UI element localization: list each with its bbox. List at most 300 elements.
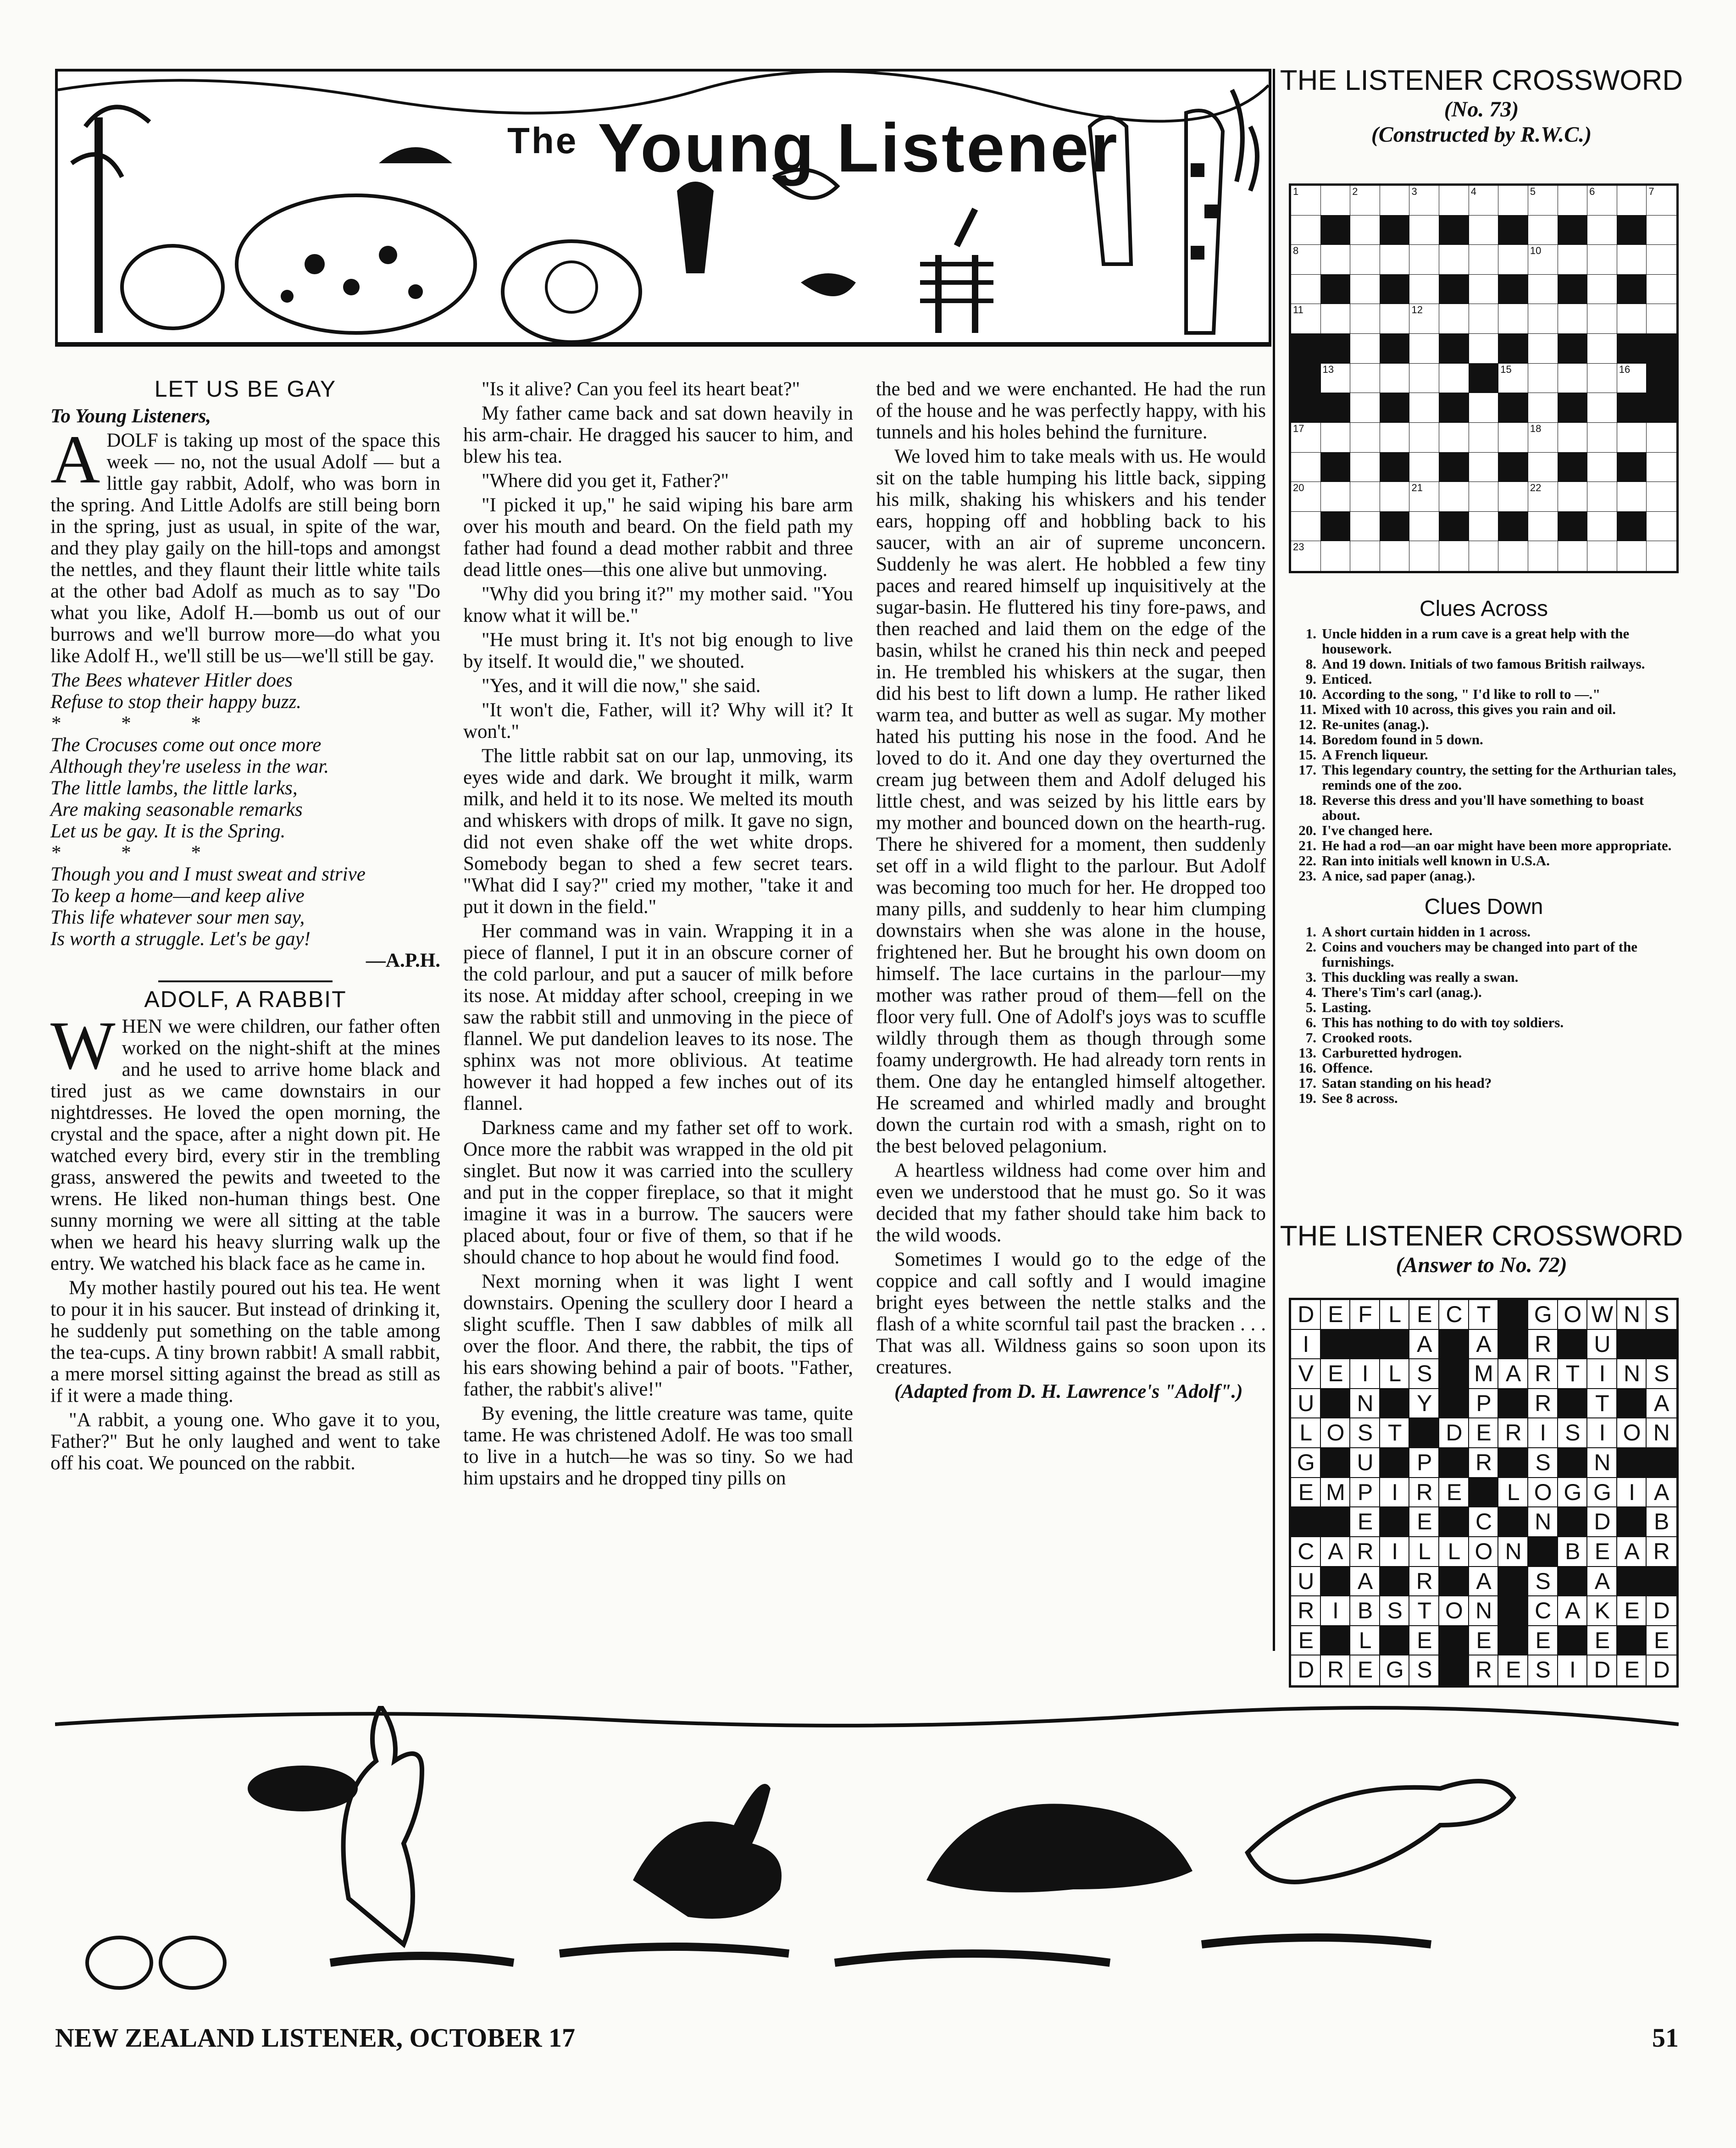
crossword-cell <box>1558 245 1588 275</box>
crossword-cell <box>1617 482 1647 512</box>
crossword-cell <box>1380 393 1410 423</box>
crossword-cell <box>1469 304 1499 334</box>
answer-cell: I <box>1587 1418 1617 1448</box>
crossword-cell <box>1587 512 1617 542</box>
crossword-cell <box>1409 512 1439 542</box>
crossword-cell <box>1291 216 1321 245</box>
answer-cell: F <box>1350 1300 1380 1330</box>
paragraph: A heartless wildness had come over him and even we understood that he must go. So it was decided that my father should take him back to the wild woods. <box>876 1160 1266 1246</box>
poem-line: Although they're useless in the war. <box>50 756 329 777</box>
clue-number: 1. <box>1305 626 1316 642</box>
clue-text: See 8 across. <box>1322 1090 1398 1106</box>
answer-cell: P <box>1409 1448 1439 1478</box>
crossword-cell <box>1439 453 1469 482</box>
crossword-cell: 15 <box>1498 364 1528 393</box>
crossword-cell: 11 <box>1291 304 1321 334</box>
clue-number: 19. <box>1298 1090 1316 1106</box>
crossword-cell <box>1498 512 1528 542</box>
clue <box>1284 1015 1683 1030</box>
answer-cell: L <box>1498 1478 1528 1508</box>
crossword-cell <box>1617 541 1647 571</box>
crossword-cell <box>1498 245 1528 275</box>
answer-cell: L <box>1439 1537 1469 1567</box>
answer-cell <box>1439 1389 1469 1419</box>
crossword-cell: 23 <box>1291 541 1321 571</box>
answer-cell <box>1617 1567 1647 1597</box>
answer-cell: C <box>1528 1596 1558 1626</box>
answer-cell <box>1558 1330 1588 1360</box>
answer-cell <box>1439 1567 1469 1597</box>
crossword-cell <box>1558 304 1588 334</box>
paragraph-text: HEN we were children, our father often worked on the night-shift at the mines and he used to arrive home black and tired just as we came downstairs in our nightdresses. He loved the open morning, the crystal and the space, after a night down pit. He watched every bird, every stir in the trembling grass, answered the pewits and tweeted to the wrens. He liked non-human things best. One sunny morning we were all sitting at the table when we heard his heavy slurring walk up the entry. We watched his black face as he came in. <box>50 1016 440 1274</box>
crossword-cell <box>1350 541 1380 571</box>
crossword-cell <box>1469 334 1499 364</box>
crossword-cell: 5 <box>1528 186 1558 216</box>
crossword-cell <box>1350 453 1380 482</box>
answer-cell: S <box>1380 1596 1410 1626</box>
clue-text: This duckling was really a swan. <box>1322 969 1519 985</box>
crossword-cell <box>1647 304 1676 334</box>
answer-cell <box>1321 1448 1351 1478</box>
clue-text: Crooked roots. <box>1322 1030 1412 1046</box>
clue-number: 2. <box>1305 939 1316 955</box>
clue-number: 20. <box>1298 822 1316 838</box>
crossword-cell <box>1291 364 1321 393</box>
answer-cell <box>1380 1330 1410 1360</box>
answer-cell: B <box>1350 1596 1380 1626</box>
answer-cell: E <box>1587 1537 1617 1567</box>
answer-cell: I <box>1350 1359 1380 1389</box>
answer-cell: C <box>1439 1300 1469 1330</box>
crossword-cell <box>1498 393 1528 423</box>
crossword-cell <box>1647 453 1676 482</box>
answer-cell: G <box>1528 1300 1558 1330</box>
answer-cell: E <box>1350 1507 1380 1537</box>
answer-cell: Y <box>1409 1389 1439 1419</box>
paragraph: "Where did you get it, Father?" <box>482 470 729 492</box>
answer-cell: R <box>1350 1537 1380 1567</box>
crossword-cell <box>1321 186 1351 216</box>
crossword-cell <box>1439 304 1469 334</box>
crossword-cell <box>1528 275 1558 304</box>
crossword-cell <box>1439 541 1469 571</box>
crossword-cell <box>1439 364 1469 393</box>
answer-cell: E <box>1350 1655 1380 1685</box>
crossword-cell <box>1321 541 1351 571</box>
answer-cell <box>1558 1448 1588 1478</box>
clue <box>1284 656 1683 671</box>
crossword-title: THE LISTENER CROSSWORD <box>1280 65 1683 96</box>
answer-cell: S <box>1558 1418 1588 1448</box>
answer-cell: O <box>1321 1418 1351 1448</box>
clue-text: Enticed. <box>1322 671 1372 687</box>
crossword-cell <box>1439 334 1469 364</box>
answer-cell: N <box>1647 1418 1676 1448</box>
crossword-cell <box>1647 482 1676 512</box>
crossword-cell <box>1498 423 1528 453</box>
answer-cell <box>1498 1448 1528 1478</box>
headline-let-us-be-gay: LET US BE GAY <box>154 376 337 402</box>
answer-cell: A <box>1469 1567 1499 1597</box>
clue-text: According to the song, " I'd like to roll to —." <box>1322 686 1601 702</box>
answer-cell: O <box>1439 1596 1469 1626</box>
clue-text: This legendary country, the setting for the Arthurian tales, reminds one of the zoo. <box>1322 762 1676 793</box>
answer-cell <box>1439 1655 1469 1685</box>
crossword-cell <box>1350 393 1380 423</box>
paragraph-text: DOLF is taking up most of the space this week — no, not the usual Adolf — but a little gay rabbit, Adolf, who was born in the spring. And Little Adolfs are still being born in the spring, just as usual, in spite of the war, and they play gaily on the hill-tops and amongst the nettles, and they flaunt their little white tails at the other bad Adolf as much as to say "Do what you like, Adolf H.—bomb us out of our burrows and we'll burrow more—do what you like Adolf H., we'll still be us—we'll still be gay. <box>50 430 440 667</box>
crossword-cell <box>1558 482 1588 512</box>
page-number: 51 <box>1652 2023 1679 2053</box>
banner-title-main: Young Listener <box>598 109 1119 186</box>
clue-text: A French liqueur. <box>1322 747 1428 763</box>
answer-cell: P <box>1350 1478 1380 1508</box>
answer-cell: I <box>1558 1655 1588 1685</box>
clue <box>1284 671 1683 686</box>
clue-text: I've changed here. <box>1322 822 1433 838</box>
answer-cell: E <box>1291 1478 1321 1508</box>
answer-cell <box>1617 1626 1647 1656</box>
clue <box>1284 868 1683 883</box>
answer-title: THE LISTENER CROSSWORD <box>1280 1220 1683 1252</box>
crossword-cell <box>1380 364 1410 393</box>
crossword-cell <box>1617 245 1647 275</box>
poem-line: Though you and I must sweat and strive <box>50 864 366 885</box>
clue <box>1284 969 1683 985</box>
answer-cell: E <box>1498 1655 1528 1685</box>
crossword-cell <box>1587 482 1617 512</box>
poem-line: The Crocuses come out once more <box>50 734 322 756</box>
crossword-cell <box>1439 393 1469 423</box>
clue-number: 16. <box>1298 1060 1316 1076</box>
answer-cell: R <box>1291 1596 1321 1626</box>
clue <box>1284 626 1683 656</box>
answer-cell <box>1380 1389 1410 1419</box>
answer-cell: N <box>1617 1359 1647 1389</box>
clue <box>1284 1000 1683 1015</box>
clue-number: 17. <box>1298 1075 1316 1091</box>
clue-number: 17. <box>1298 762 1316 778</box>
crossword-cell <box>1587 541 1617 571</box>
paragraph: By evening, the little creature was tame, quite tame. He was christened Adolf. He was too small to live in a hutch—he was so tiny. So we had him upstairs and he dropped tiny pills on <box>463 1403 853 1489</box>
answer-cell: N <box>1498 1537 1528 1567</box>
crossword-cell <box>1617 453 1647 482</box>
answer-cell <box>1528 1537 1558 1567</box>
clue-text: Re-unites (anag.). <box>1322 716 1429 732</box>
crossword-header <box>1280 64 1683 147</box>
answer-cell <box>1469 1478 1499 1508</box>
answer-header <box>1280 1220 1683 1278</box>
column-2 <box>463 378 853 1492</box>
answer-cell: C <box>1469 1507 1499 1537</box>
answer-cell: L <box>1291 1418 1321 1448</box>
crossword-cell <box>1647 334 1676 364</box>
answer-cell <box>1439 1626 1469 1656</box>
crossword-cell <box>1617 512 1647 542</box>
answer-cell: S <box>1409 1359 1439 1389</box>
answer-cell <box>1439 1330 1469 1360</box>
clue <box>1284 838 1683 853</box>
answer-cell <box>1647 1567 1676 1597</box>
paragraph <box>50 421 440 667</box>
crossword-cell <box>1528 512 1558 542</box>
clue <box>1284 939 1683 969</box>
crossword-cell: 4 <box>1469 186 1499 216</box>
answer-cell <box>1439 1448 1469 1478</box>
crossword-cell <box>1617 216 1647 245</box>
crossword-cell <box>1647 216 1676 245</box>
answer-subtitle: (Answer to No. 72) <box>1396 1253 1567 1277</box>
signature: —A.P.H. <box>366 950 440 971</box>
answer-cell: A <box>1409 1330 1439 1360</box>
answer-cell <box>1409 1418 1439 1448</box>
answer-cell <box>1647 1448 1676 1478</box>
crossword-cell: 10 <box>1528 245 1558 275</box>
clue-text: Coins and vouchers may be changed into part of the furnishings. <box>1322 939 1638 970</box>
paragraph: "It won't die, Father, will it? Why will it? It won't." <box>463 699 853 742</box>
crossword-cell <box>1498 304 1528 334</box>
poem <box>50 670 440 950</box>
poem-line: Is worth a struggle. Let's be gay! <box>50 928 311 950</box>
crossword-cell <box>1498 334 1528 364</box>
answer-cell <box>1321 1507 1351 1537</box>
crossword-cell: 16 <box>1617 364 1647 393</box>
paragraph: the bed and we were enchanted. He had the run of the house and he was perfectly happy, with his tunnels and his holes behind the furniture. <box>876 378 1266 443</box>
answer-cell: G <box>1380 1655 1410 1685</box>
crossword-cell <box>1380 186 1410 216</box>
crossword-cell <box>1469 275 1499 304</box>
answer-cell: N <box>1350 1389 1380 1419</box>
answer-cell: E <box>1409 1300 1439 1330</box>
crossword-cell <box>1350 275 1380 304</box>
crossword-cell <box>1321 245 1351 275</box>
crossword-cell: 2 <box>1350 186 1380 216</box>
poem-line: Refuse to stop their happy buzz. <box>50 691 302 713</box>
answer-cell: E <box>1617 1655 1647 1685</box>
answer-cell: G <box>1558 1478 1588 1508</box>
crossword-cell <box>1647 512 1676 542</box>
crossword-cell <box>1528 393 1558 423</box>
answer-cell: A <box>1647 1478 1676 1508</box>
crossword-cell <box>1647 275 1676 304</box>
drop-cap: W <box>50 1008 116 1084</box>
crossword-cell <box>1617 423 1647 453</box>
answer-cell <box>1558 1567 1588 1597</box>
crossword-cell <box>1498 275 1528 304</box>
crossword-cell <box>1498 453 1528 482</box>
crossword-cell <box>1409 453 1439 482</box>
crossword-cell <box>1528 453 1558 482</box>
crossword-cell <box>1409 364 1439 393</box>
clue <box>1284 1060 1683 1075</box>
answer-cell: L <box>1380 1300 1410 1330</box>
answer-cell: T <box>1587 1389 1617 1419</box>
answer-cell: I <box>1617 1478 1647 1508</box>
crossword-cell <box>1380 453 1410 482</box>
clue-text: Reverse this dress and you'll have something to boast about. <box>1322 792 1644 823</box>
crossword-cell <box>1469 216 1499 245</box>
credit: (Adapted from D. H. Lawrence's "Adolf".) <box>894 1381 1243 1402</box>
answer-cell: V <box>1291 1359 1321 1389</box>
clue-text: Mixed with 10 across, this gives you rain and oil. <box>1322 701 1616 717</box>
crossword-cell <box>1498 186 1528 216</box>
crossword-cell <box>1321 453 1351 482</box>
crossword-cell <box>1350 334 1380 364</box>
clue-text: Boredom found in 5 down. <box>1322 731 1483 747</box>
crossword-cell <box>1617 304 1647 334</box>
crossword-cell <box>1350 423 1380 453</box>
answer-cell <box>1380 1507 1410 1537</box>
crossword-cell <box>1409 423 1439 453</box>
paragraph: My mother hastily poured out his tea. He went to pour it in his saucer. But instead of drinking it, he suddenly put something on the table among the tea-cups. A tiny brown rabbit! A small rabbit, a mere morsel sitting against the bread as still as if it were a made thing. <box>50 1277 440 1406</box>
clue <box>1284 985 1683 1000</box>
clue-number: 15. <box>1298 747 1316 763</box>
crossword-cell <box>1647 393 1676 423</box>
answer-cell <box>1498 1507 1528 1537</box>
crossword-cell <box>1291 512 1321 542</box>
answer-cell: G <box>1291 1448 1321 1478</box>
paragraph: Her command was in vain. Wrapping it in a piece of flannel, I put it in an obscure corner of the cold parlour, and put a saucer of milk before its nose. At midday after school, creeping in we saw the rabbit still and unmoving in the piece of flannel. We put dandelion leaves to its nose. The sphinx was not more oblivious. At teatime however it had hopped a few inches out of its flannel. <box>463 920 853 1114</box>
masthead: NEW ZEALAND LISTENER, OCTOBER 17 <box>55 2023 575 2053</box>
answer-cell: B <box>1647 1507 1676 1537</box>
clue-text: Offence. <box>1322 1060 1373 1076</box>
answer-cell: R <box>1498 1418 1528 1448</box>
answer-cell: E <box>1469 1418 1499 1448</box>
answer-cell <box>1380 1626 1410 1656</box>
answer-cell: N <box>1587 1448 1617 1478</box>
crossword-number: (No. 73) <box>1444 97 1519 122</box>
clue-text: He had a rod—an oar might have been more appropriate. <box>1322 837 1672 853</box>
clue-number: 22. <box>1298 853 1316 869</box>
answer-cell: T <box>1558 1359 1588 1389</box>
answer-cell: A <box>1558 1596 1588 1626</box>
answer-cell: P <box>1469 1389 1499 1419</box>
banner-title-small: The <box>507 120 578 161</box>
answer-cell: I <box>1528 1418 1558 1448</box>
clue-text: And 19 down. Initials of two famous British railways. <box>1322 656 1645 672</box>
crossword-cell <box>1528 216 1558 245</box>
answer-cell <box>1617 1389 1647 1419</box>
answer-cell: L <box>1350 1626 1380 1656</box>
crossword-cell: 18 <box>1528 423 1558 453</box>
clue <box>1284 1045 1683 1060</box>
paragraph: "Yes, and it will die now," she said. <box>482 675 761 697</box>
crossword-cell: 22 <box>1528 482 1558 512</box>
answer-cell: E <box>1291 1626 1321 1656</box>
clue-number: 7. <box>1305 1030 1316 1046</box>
clue <box>1284 686 1683 702</box>
crossword-cell: 7 <box>1647 186 1676 216</box>
clue <box>1284 702 1683 717</box>
crossword-cell <box>1469 364 1499 393</box>
answer-cell: S <box>1350 1418 1380 1448</box>
crossword-cell <box>1587 245 1617 275</box>
crossword-cell: 21 <box>1409 482 1439 512</box>
clue <box>1284 1075 1683 1091</box>
answer-cell: M <box>1321 1478 1351 1508</box>
crossword-cell <box>1439 482 1469 512</box>
clue-text: A nice, sad paper (anag.). <box>1322 868 1475 884</box>
answer-cell: R <box>1409 1567 1439 1597</box>
answer-cell: I <box>1291 1330 1321 1360</box>
clues-panel <box>1284 596 1683 1106</box>
answer-cell: W <box>1587 1300 1617 1330</box>
answer-cell: E <box>1409 1626 1439 1656</box>
clue-text: Ran into initials well known in U.S.A. <box>1322 853 1550 869</box>
crossword-cell <box>1647 541 1676 571</box>
crossword-constructor: (Constructed by R.W.C.) <box>1371 122 1592 147</box>
crossword-cell <box>1409 216 1439 245</box>
answer-cell: D <box>1291 1300 1321 1330</box>
answer-cell: O <box>1528 1478 1558 1508</box>
answer-cell <box>1558 1389 1588 1419</box>
clue <box>1284 792 1683 823</box>
clues-down-title: Clues Down <box>1424 895 1543 919</box>
crossword-cell <box>1558 512 1588 542</box>
crossword-cell <box>1587 275 1617 304</box>
crossword-cell <box>1469 482 1499 512</box>
answer-cell: I <box>1380 1478 1410 1508</box>
answer-cell <box>1291 1507 1321 1537</box>
crossword-cell <box>1321 512 1351 542</box>
answer-cell: T <box>1469 1300 1499 1330</box>
answer-cell <box>1647 1330 1676 1360</box>
answer-cell: G <box>1587 1478 1617 1508</box>
clue-text: Lasting. <box>1322 999 1371 1015</box>
answer-cell: S <box>1409 1655 1439 1685</box>
answer-cell: R <box>1469 1448 1499 1478</box>
answer-cell: N <box>1469 1596 1499 1626</box>
column-rule <box>1273 69 1275 1651</box>
answer-cell: D <box>1587 1507 1617 1537</box>
crossword-cell <box>1350 216 1380 245</box>
clues-across-list <box>1284 626 1683 883</box>
crossword-cell <box>1321 304 1351 334</box>
crossword-cell <box>1350 482 1380 512</box>
crossword-cell <box>1528 364 1558 393</box>
crossword-cell <box>1469 453 1499 482</box>
answer-cell: R <box>1528 1330 1558 1360</box>
clue-number: 18. <box>1298 792 1316 808</box>
answer-cell: R <box>1469 1655 1499 1685</box>
clue-number: 14. <box>1298 731 1316 747</box>
answer-cell: S <box>1647 1300 1676 1330</box>
answer-cell: S <box>1647 1359 1676 1389</box>
answer-cell: D <box>1587 1655 1617 1685</box>
crossword-cell <box>1498 541 1528 571</box>
answer-cell <box>1617 1507 1647 1537</box>
clue-number: 8. <box>1305 656 1316 672</box>
answer-cell <box>1380 1448 1410 1478</box>
answer-cell: R <box>1528 1389 1558 1419</box>
poem-line: The Bees whatever Hitler does <box>50 670 293 691</box>
crossword-cell <box>1409 245 1439 275</box>
clue-number: 12. <box>1298 716 1316 732</box>
clue-number: 10. <box>1298 686 1316 702</box>
clue-text: This has nothing to do with toy soldiers. <box>1322 1014 1564 1030</box>
crossword-cell <box>1558 423 1588 453</box>
crossword-cell <box>1409 334 1439 364</box>
stars-divider: * * * <box>50 713 227 734</box>
answer-cell: M <box>1469 1359 1499 1389</box>
answer-cell: U <box>1291 1389 1321 1419</box>
clue-text: Satan standing on his head? <box>1322 1075 1492 1091</box>
answer-cell: S <box>1528 1655 1558 1685</box>
crossword-cell <box>1380 216 1410 245</box>
crossword-grid <box>1289 183 1679 573</box>
answer-cell <box>1617 1330 1647 1360</box>
crossword-cell <box>1617 186 1647 216</box>
answer-cell: N <box>1617 1300 1647 1330</box>
